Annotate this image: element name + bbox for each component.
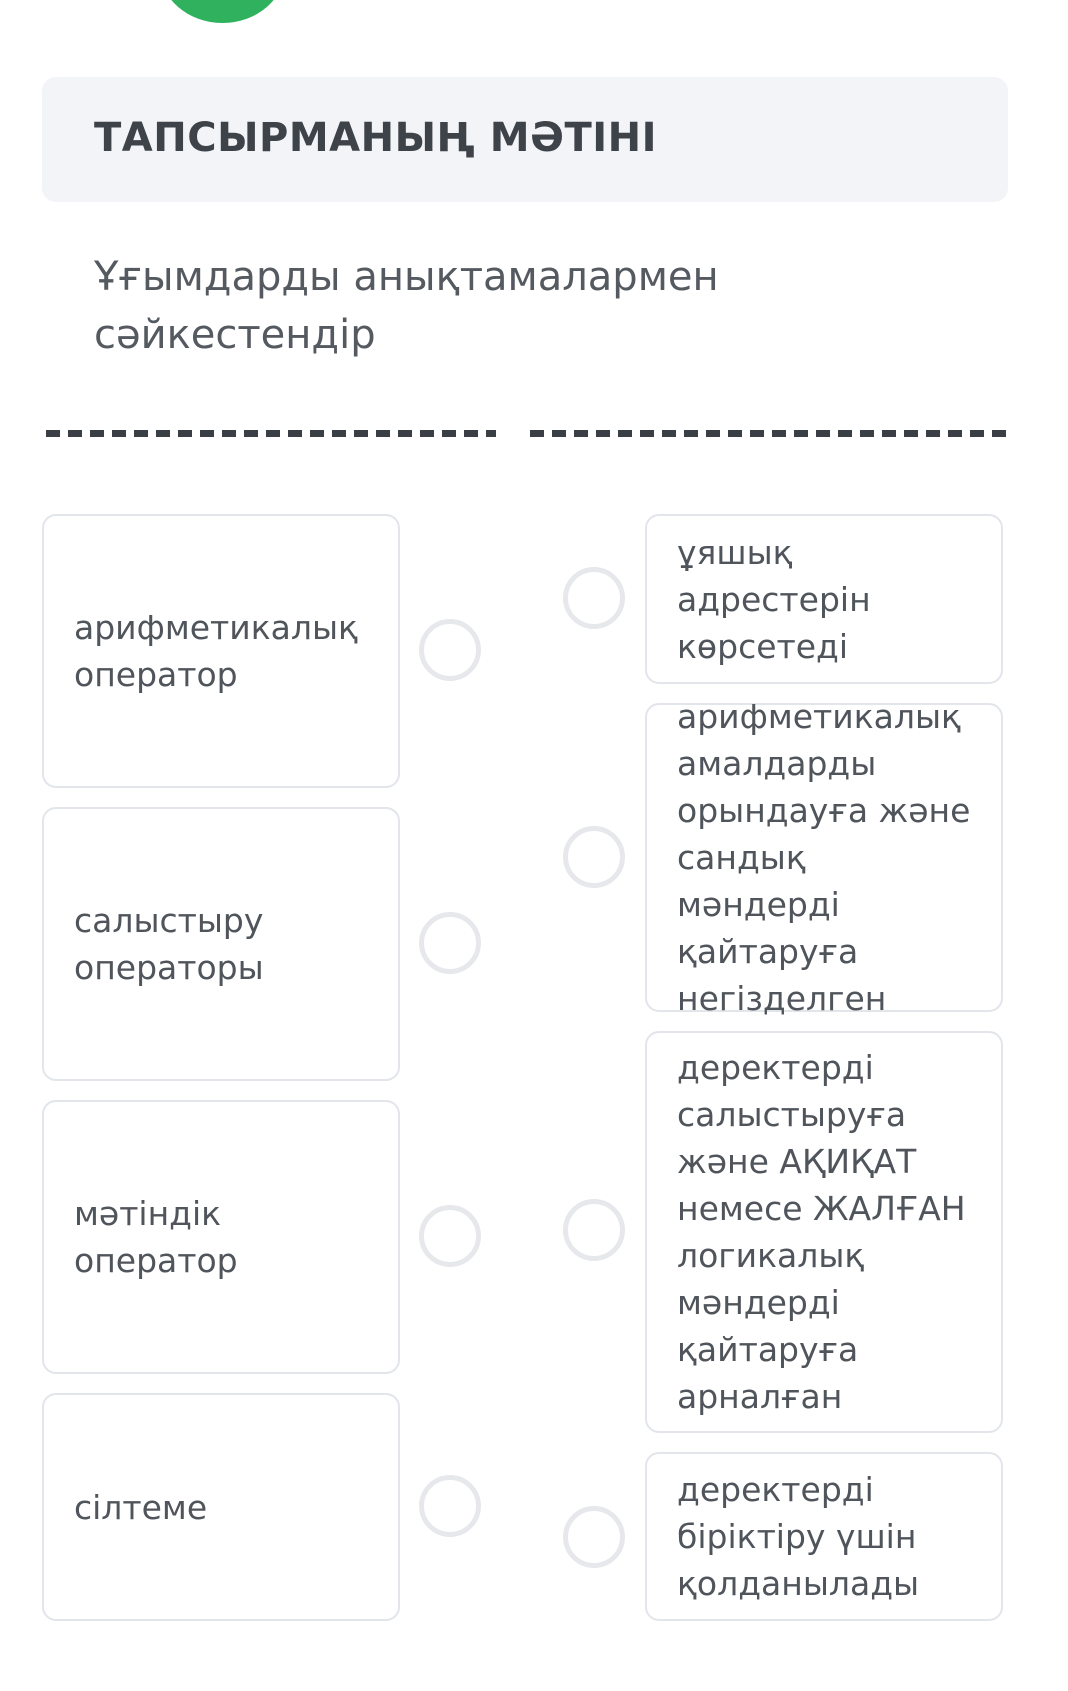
left-match-radio[interactable] xyxy=(419,912,481,974)
left-item-card[interactable] xyxy=(42,1100,400,1374)
right-match-radio[interactable] xyxy=(563,1199,625,1261)
left-item-card[interactable] xyxy=(42,514,400,788)
right-match-radio[interactable] xyxy=(563,567,625,629)
right-item-label: деректерді салыстыруға және АҚИҚАТ немесе ЖАЛҒАН логикалық мәндерді қайтаруға арналған xyxy=(677,1048,966,1416)
left-match-radio[interactable] xyxy=(419,1205,481,1267)
left-match-radio[interactable] xyxy=(419,1475,481,1537)
right-item-card[interactable] xyxy=(645,1452,1003,1621)
right-item-label: деректерді біріктіру үшін қолданылады xyxy=(677,1470,920,1603)
left-item-label: салыстыру операторы xyxy=(74,901,264,987)
right-match-radio[interactable] xyxy=(563,826,625,888)
task-header xyxy=(42,77,1008,202)
left-item-label: арифметикалық оператор xyxy=(74,608,358,694)
left-item-card[interactable] xyxy=(42,807,400,1081)
divider-right xyxy=(530,430,1008,437)
left-item-card[interactable] xyxy=(42,1393,400,1621)
task-instruction: Ұғымдарды анықтамалармен сәйкестендір xyxy=(94,254,719,358)
left-item-label: сілтеме xyxy=(74,1487,208,1527)
divider-left xyxy=(46,430,496,437)
right-item-label: ұяшық адрестерін көрсетеді xyxy=(677,532,871,666)
right-match-radio[interactable] xyxy=(563,1506,625,1568)
task-header-title: ТАПСЫРМАНЫҢ МӘТІНІ xyxy=(94,115,657,161)
right-item-card[interactable] xyxy=(645,697,1003,1018)
left-match-radio[interactable] xyxy=(419,619,481,681)
right-item-label: арифметикалық амалдарды орындауға және сандық мәндерді қайтаруға негізделген xyxy=(677,697,971,1018)
progress-indicator-circle xyxy=(160,0,285,23)
left-item-label: мәтіндік оператор xyxy=(74,1194,238,1280)
right-item-card[interactable] xyxy=(645,514,1003,684)
right-item-card[interactable] xyxy=(645,1031,1003,1433)
